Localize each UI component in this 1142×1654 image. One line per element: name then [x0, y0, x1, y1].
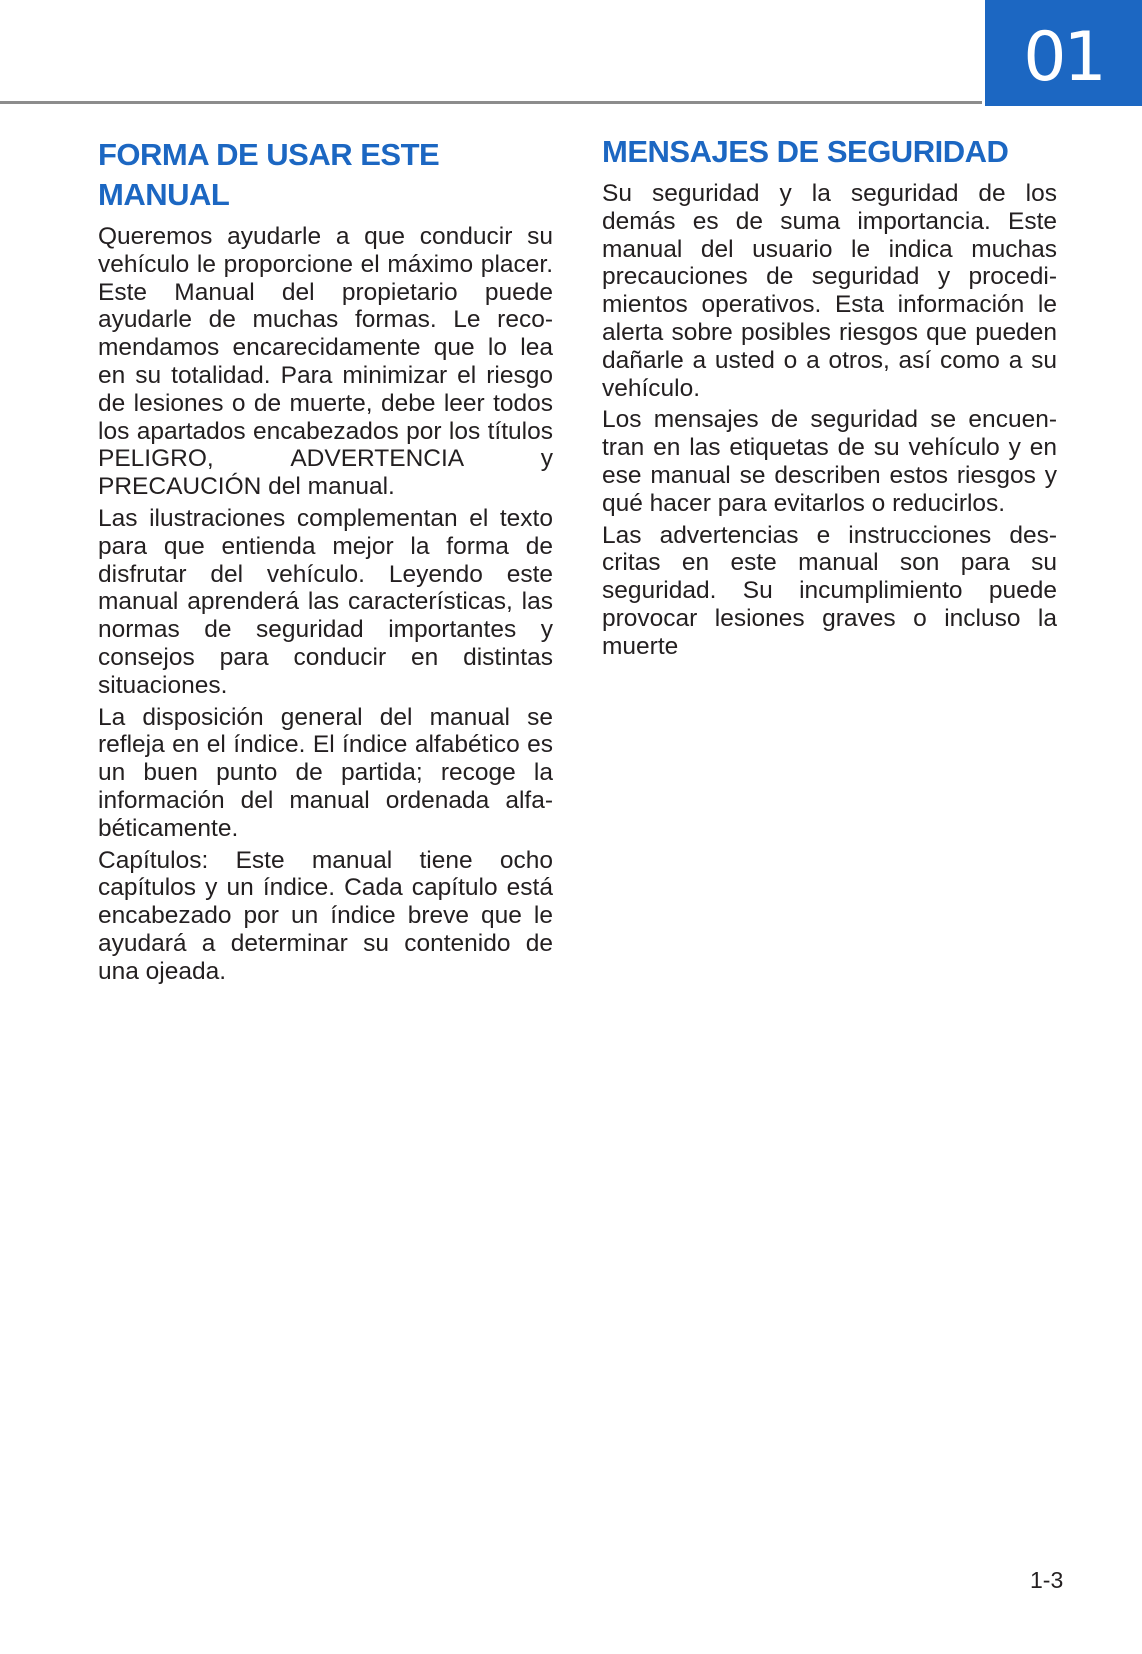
paragraph: Las advertencias e instrucciones descritas en este manual son para su seguridad. Su incumplimiento puede provocar lesiones graves o incluso la muerte	[602, 521, 1057, 660]
paragraph: Los mensajes de seguridad se encuentran en las etiquetas de su vehículo y en ese manual se describen estos riesgos y qué hacer para evitarlos o reducirlos.	[602, 406, 1057, 517]
section-title-safety: MENSAJES DE SEGURIDAD	[602, 134, 1009, 169]
section-title-how-to-use: FORMA DE USAR ESTE MANUAL	[98, 137, 440, 212]
paragraph: Capítulos: Este manual tiene ocho capítulos y un índice. Cada capítulo está encabezado por un índice breve que le ayudará a determinar su contenido de una ojeada.	[98, 846, 553, 985]
chapter-tab: 01	[985, 0, 1142, 106]
section-how-to-use-manual	[98, 135, 553, 990]
page-number: 1-3	[1030, 1567, 1064, 1593]
paragraph: Las ilustraciones complementan el texto para que entienda mejor la forma de disfrutar del vehículo. Leyendo este manual aprenderá las características, las normas de seguridad importantes y consejos para conducir en distintas situaciones.	[98, 504, 553, 699]
paragraph: Su seguridad y la seguridad de los demás es de suma importancia. Este manual del usuario le indica muchas precauciones de seguridad y procedimientos operativos. Esta información le alerta sobre posibles riesgos que pueden dañarle a usted o a otros, así como a su vehículo.	[602, 180, 1057, 402]
header-rule	[0, 101, 982, 104]
paragraph: Queremos ayudarle a que conducir su vehículo le proporcione el máximo placer. Este Manual del propietario puede ayudarle de muchas formas. Le recomendamos encarecidamente que lo lea en su totalidad. Para minimizar el riesgo de lesiones o de muerte, debe leer todos los apartados encabezados por los títulos PELIGRO, ADVERTENCIA y PRECAUCIÓN del manual.	[98, 223, 553, 501]
paragraph: La disposición general del manual se refleja en el índice. El índice alfabético es un buen punto de partida; recoge la información del manual ordenada alfabéticamente.	[98, 703, 553, 842]
section-safety-messages	[602, 132, 1057, 665]
